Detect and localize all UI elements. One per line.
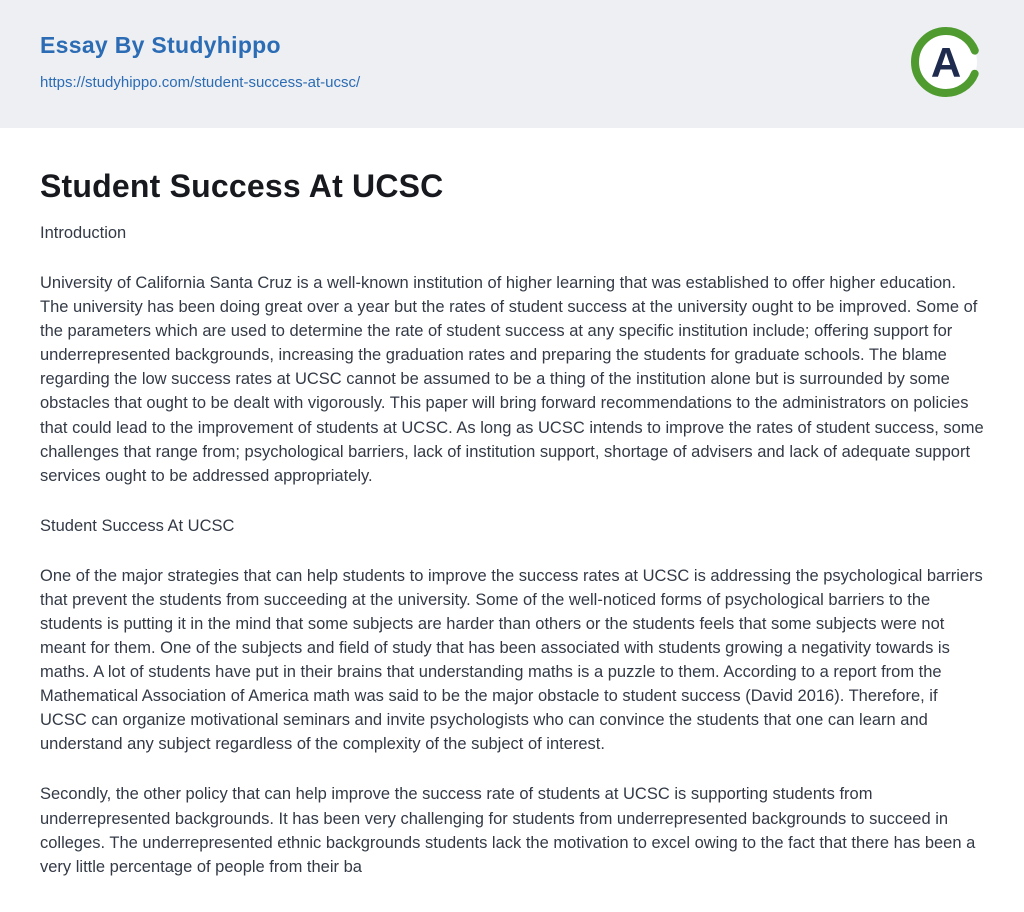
- site-title: Essay By Studyhippo: [40, 32, 281, 58]
- essay-paragraph: University of California Santa Cruz is a well-known institution of higher learning that was established to offer higher education. The university has been doing great over a year but the rates of student success at the university ought to be improved. Some of the parameters which are used to determine the rate of student success at any specific institution include; offering support for underrepresented backgrounds, increasing the graduation rates and preparing the students for graduate schools. The blame regarding the low success rates at UCSC cannot be assumed to be a thing of the institution alone but is surrounded by some obstacles that ought to be dealt with vigorously. This paper will bring forward recommendations to the administrators on policies that could lead to the improvement of students at UCSC. As long as UCSC intends to improve the rates of student success, some challenges that range from; psychological barriers, lack of institution support, shortage of advisers and lack of adequate support services ought to be addressed appropriately.: [40, 274, 984, 485]
- essay-title: Student Success At UCSC: [40, 168, 444, 204]
- essay-url-link[interactable]: https://studyhippo.com/student-success-at-ucsc/: [40, 74, 361, 91]
- essay-paragraph: One of the major strategies that can help students to improve the success rates at UCSC is addressing the psychological barriers that prevent the students from succeeding at the university. Some of the well-noticed forms of psychological barriers to the students is putting it in the mind that some subjects are harder than others or the students feels that some subjects were not meant for them. One of the subjects and field of study that has been associated with students growing a negativity towards is maths. A lot of students have put in their brains that understanding maths is a puzzle to them. According to a report from the Mathematical Association of America math was said to be the major obstacle to student success (David 2016). Therefore, if UCSC can organize motivational seminars and invite psychologists who can convince the students that one can learn and understand any subject regardless of the complexity of the subject of interest.: [40, 566, 983, 754]
- logo-svg: [908, 24, 984, 100]
- essay-content: [0, 128, 1024, 879]
- essay-paragraph: Secondly, the other policy that can help improve the success rate of students at UCSC is supporting students from underrepresented backgrounds. It has been very challenging for students from underrepresented backgrounds to succeed in colleges. The underrepresented ethnic backgrounds students lack the motivation to excel owing to the fact that there has been a very little percentage of people from their ba: [40, 785, 976, 876]
- logo-letter: A: [930, 39, 962, 86]
- header-text-block: [40, 32, 360, 92]
- intro-label: Introduction: [40, 224, 127, 242]
- essay-subheading: Student Success At UCSC: [40, 516, 235, 535]
- studyhippo-logo-icon: [908, 24, 984, 100]
- page-header: [0, 0, 1024, 128]
